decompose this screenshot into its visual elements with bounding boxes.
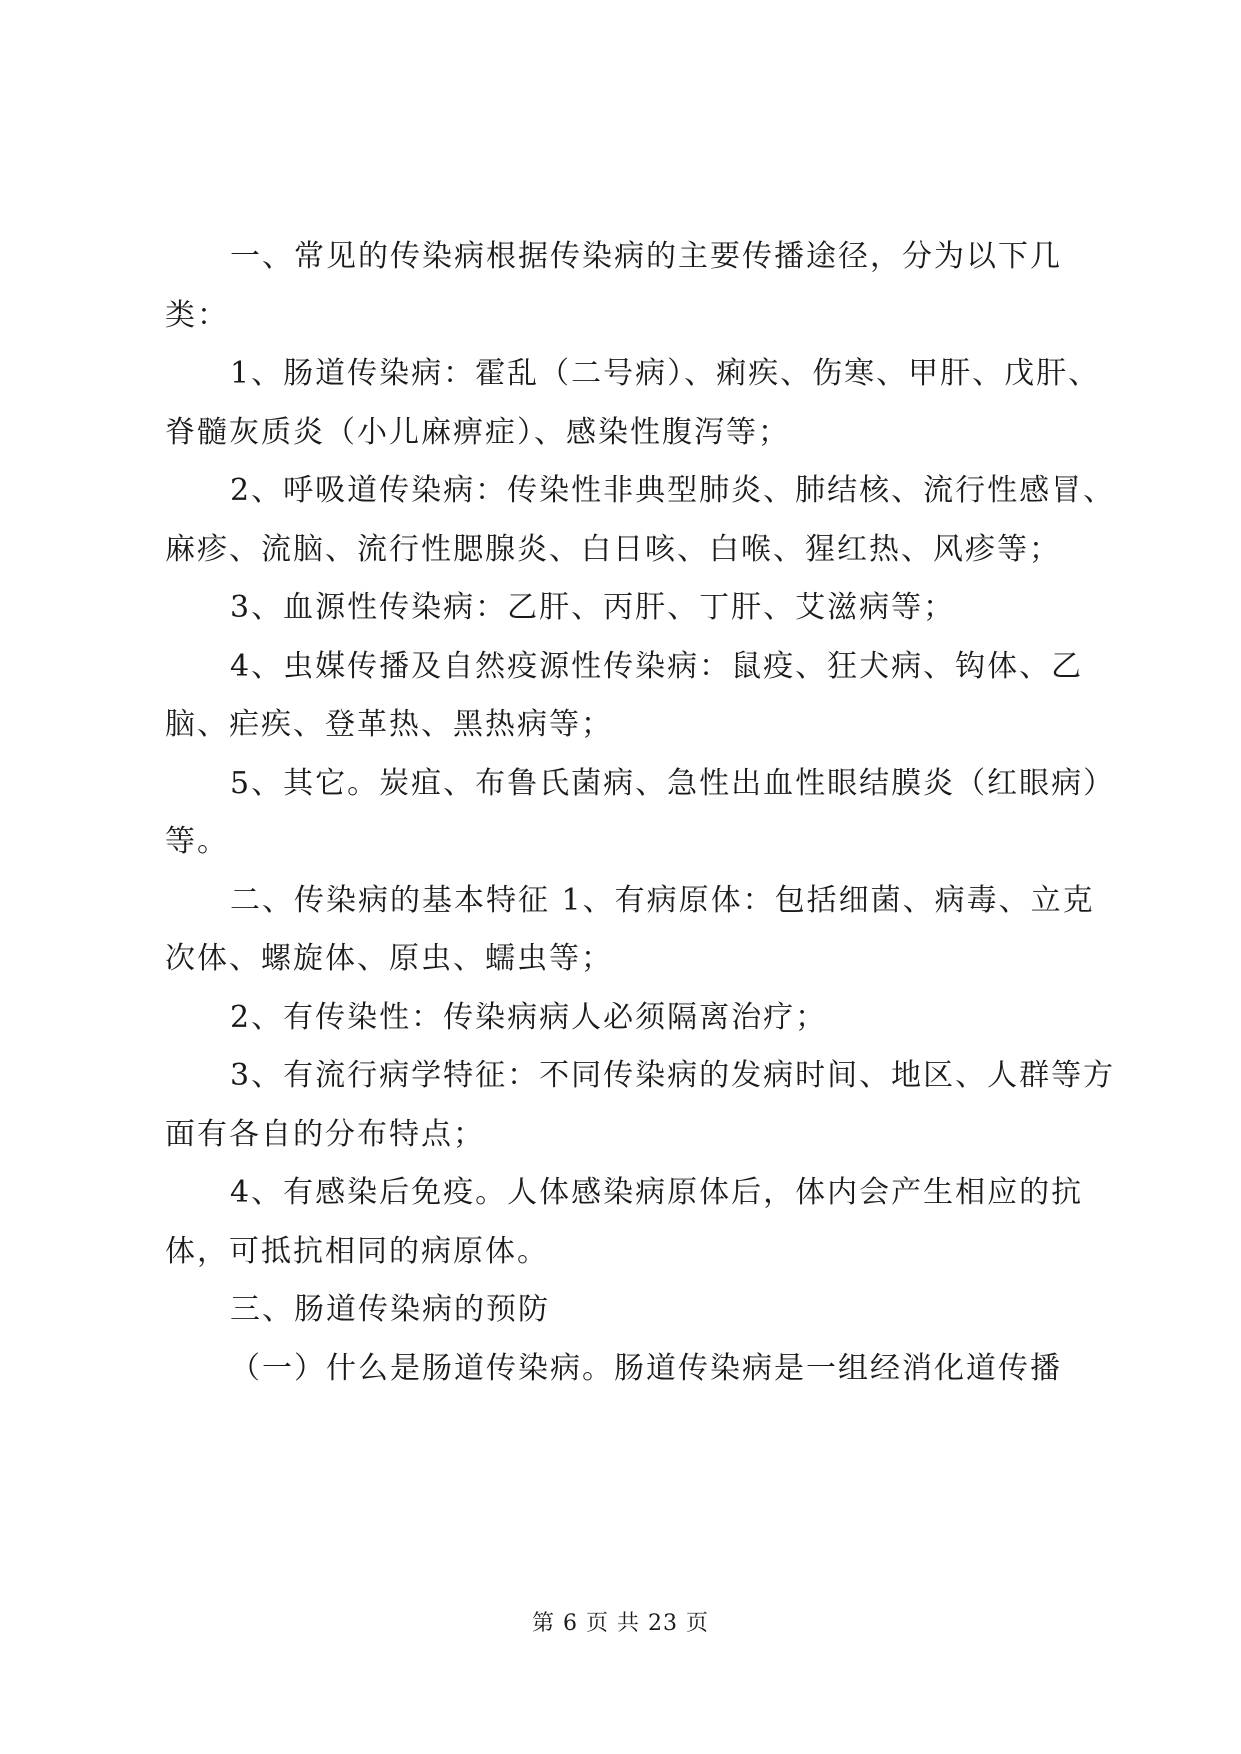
paragraph-infectiousness: 2、有传染性：传染病病人必须隔离治疗；: [230, 999, 828, 1035]
paragraph-basic-features: 二、传染病的基本特征 1、有病原体：包括细菌、病毒、立克次体、螺旋体、原虫、蠕虫等；: [165, 882, 1095, 976]
paragraph-intestinal-diseases: 1、肠道传染病：霍乱（二号病）、痢疾、伤寒、甲肝、戊肝、脊髓灰质炎（小儿麻痹症）、感染性腹泻等；: [165, 356, 1101, 450]
paragraph-other-diseases: 5、其它。炭疽、布鲁氏菌病、急性出血性眼结膜炎（红眼病）等。: [165, 765, 1116, 859]
document-body: [165, 228, 1120, 1398]
paragraph-bloodborne-diseases: 3、血源性传染病：乙肝、丙肝、丁肝、艾滋病等；: [230, 590, 956, 625]
paragraph-disease-categories: 一、常见的传染病根据传染病的主要传播途径，分为以下几类：: [165, 239, 1062, 333]
section-heading-prevention: 三、肠道传染病的预防: [230, 1292, 550, 1327]
paragraph-respiratory-diseases: 2、呼吸道传染病：传染性非典型肺炎、肺结核、流行性感冒、麻疹、流脑、流行性腮腺炎、白日咳、白喉、猩红热、风疹等；: [165, 473, 1116, 567]
paragraph-immunity: 4、有感染后免疫。人体感染病原体后，体内会产生相应的抗体，可抵抗相同的病原体。: [165, 1175, 1084, 1269]
page-number-footer: 第 6 页 共 23 页: [532, 1611, 709, 1636]
paragraph-vector-borne-diseases: 4、虫媒传播及自然疫源性传染病：鼠疫、狂犬病、钩体、乙脑、疟疾、登革热、黑热病等；: [165, 648, 1084, 742]
paragraph-epidemiology: 3、有流行病学特征：不同传染病的发病时间、地区、人群等方面有各自的分布特点；: [165, 1058, 1116, 1152]
paragraph-what-is-intestinal: （一）什么是肠道传染病。肠道传染病是一组经消化道传播: [230, 1350, 1062, 1386]
